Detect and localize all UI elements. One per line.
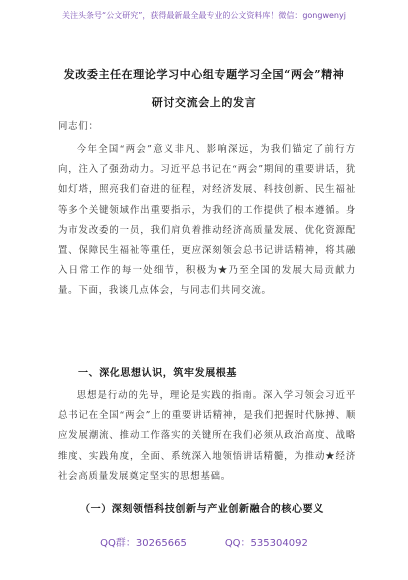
footer-qq-group: QQ群：30265665	[100, 538, 187, 549]
body-paragraph-2: 思想是行动的先导，理论是实践的指南。深入学习领会习近平总书记在全国“两会”上的重要讲话精神，是我们把握时代脉搏、顺应发展潮流、推动工作落实的关键所在我们必须从政治高度、战略维度、实践角度，全面、系统深入地领悟讲话精髓，为推动★经济社会高质量发展奠定坚实的思想基础。	[58, 390, 356, 482]
section-heading-1: 一、深化思想认识，筑牢发展根基	[78, 368, 237, 379]
footer-contact	[0, 534, 408, 549]
top-banner: 关注头条号“公文研究”，获得最新最全最专业的公文资料库！微信：gongwenyj	[62, 11, 346, 20]
document-title-line-2: 研讨交流会上的发言	[151, 96, 257, 109]
subsection-heading-1: （一）深刻领悟科技创新与产业创新融合的核心要义	[80, 504, 324, 515]
footer-qq-number: QQ：535304092	[224, 538, 308, 549]
salutation: 同志们：	[58, 121, 99, 132]
document-title-line-1: 发改委主任在理论学习中心组专题学习全国“两会”精神	[63, 68, 345, 81]
body-paragraph-1: 今年全国“两会”意义非凡、影响深远，为我们锚定了前行方向，注入了强劲动力。习近平总书记在“两会”期间的重要讲话，犹如灯塔，照亮我们奋进的征程，对经济发展、科技创新、民生福祉等多个关键领域作出重要指示，为我们的工作提供了根本遵循。身为市发改委的一员，我们肩负着推动经济高质量发展、优化资源配置、保障民生福祉等重任，更应深刻领会总书记讲话精神，将其融入日常工作的每一处细节，积极为★乃至全国的发展大局贡献力量。下面，我谈几点体会，与同志们共同交流。	[58, 144, 356, 297]
